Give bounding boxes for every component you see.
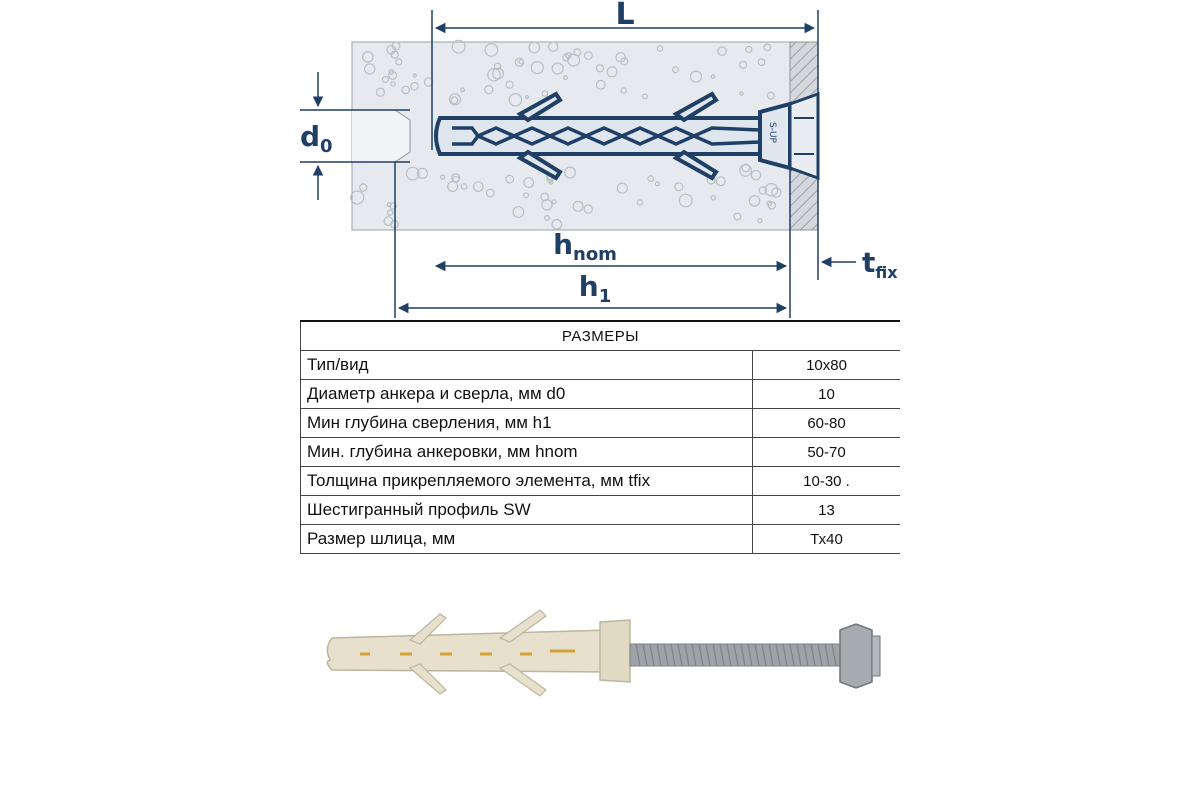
product-photo [300, 558, 900, 800]
drill-depth-label: $h_1$ [578, 270, 612, 307]
table-row [301, 380, 901, 409]
row-value: 60-80 [753, 409, 901, 438]
anchor-sleeve [436, 118, 760, 154]
row-value: 50-70 [753, 438, 901, 467]
table-header: РАЗМЕРЫ [301, 321, 901, 351]
table-row [301, 496, 901, 525]
drill-hole [352, 110, 410, 162]
fixture-thickness-label: $t_{fix}$ [862, 246, 898, 282]
row-label: Тип/вид [301, 351, 753, 380]
table-row [301, 525, 901, 554]
row-label: Шестигранный профиль SW [301, 496, 753, 525]
anchor-stamp: S-UP [767, 122, 777, 143]
length-label: L [615, 0, 635, 32]
anchorage-depth-label: $h_{nom}$ [553, 228, 617, 265]
dimensions-table [300, 320, 900, 554]
row-label: Диаметр анкера и сверла, мм d0 [301, 380, 753, 409]
row-label: Толщина прикрепляемого элемента, мм tfix [301, 467, 753, 496]
diameter-label: $d_0$ [300, 120, 333, 157]
screw-head [790, 94, 818, 178]
row-label: Мин. глубина анкеровки, мм hnom [301, 438, 753, 467]
table-row [301, 438, 901, 467]
table-row [301, 351, 901, 380]
table-row [301, 467, 901, 496]
row-value: 10х80 [753, 351, 901, 380]
row-label: Размер шлица, мм [301, 525, 753, 554]
table-header-row [301, 321, 901, 351]
anchor-installation-diagram [0, 0, 1200, 320]
row-value: 10-30 . [753, 467, 901, 496]
row-value: 10 [753, 380, 901, 409]
table-row [301, 409, 901, 438]
row-label: Мин глубина сверления, мм h1 [301, 409, 753, 438]
row-value: 13 [753, 496, 901, 525]
row-value: Тх40 [753, 525, 901, 554]
